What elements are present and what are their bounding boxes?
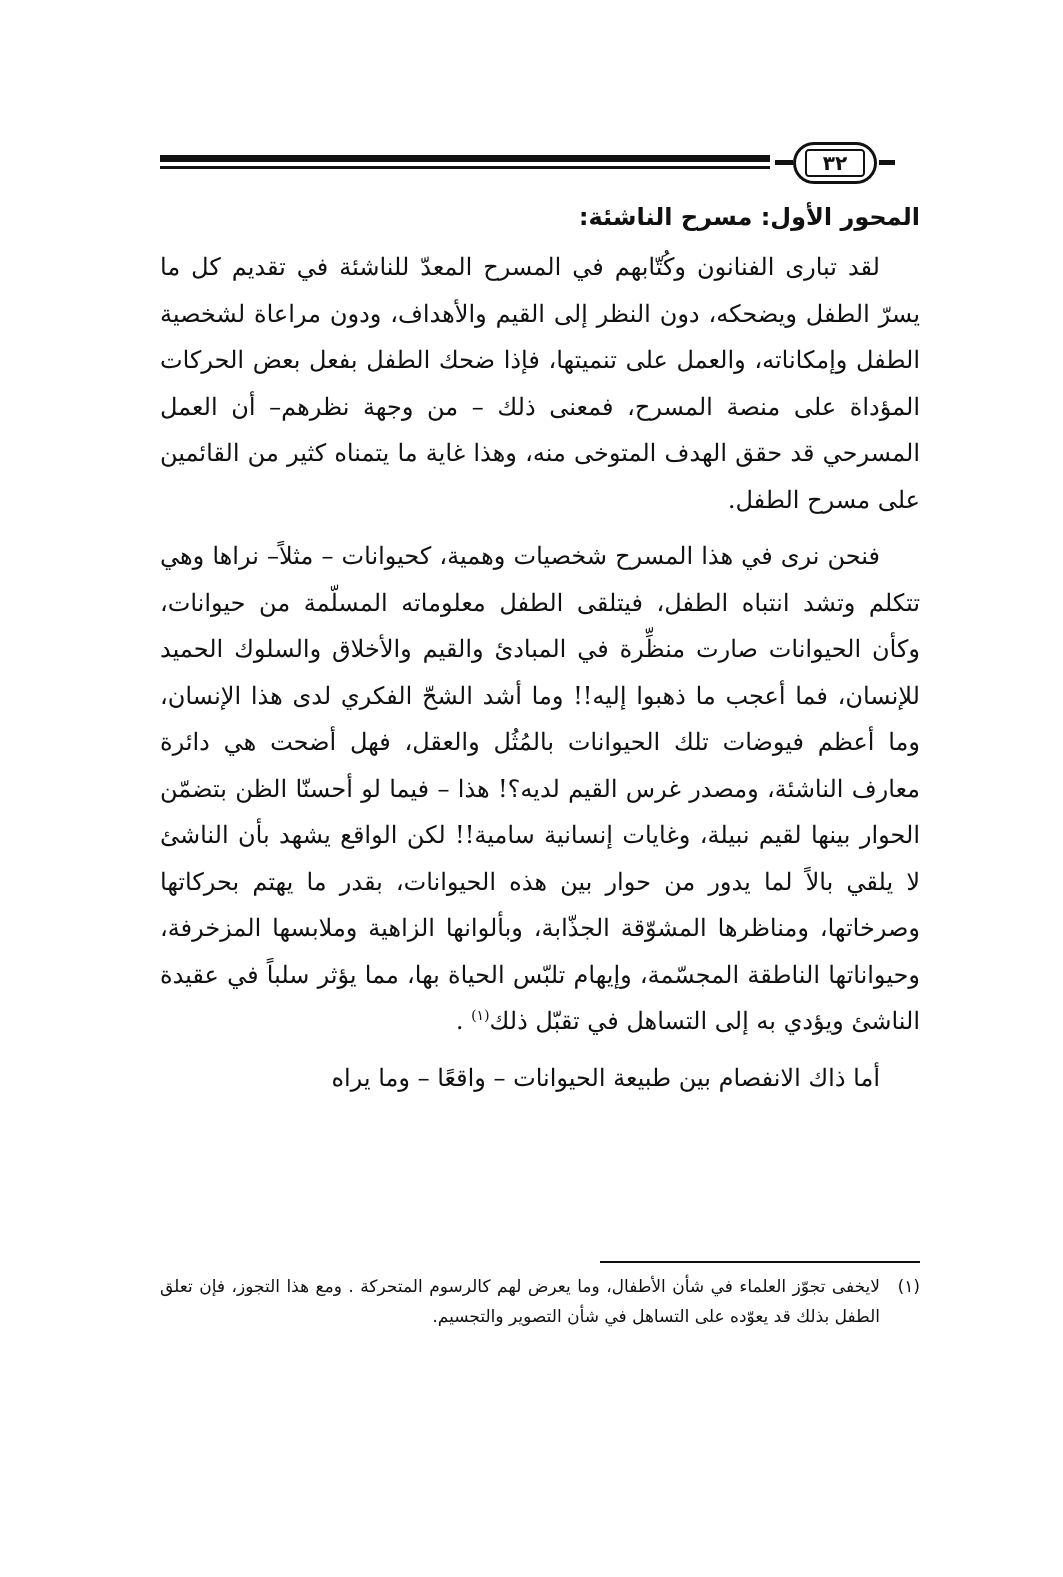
footnote-reference: (١) [471, 1008, 490, 1024]
ornament-tail-right [879, 160, 895, 165]
paragraph-1: لقد تبارى الفنانون وكُتّابهم في المسرح المعدّ للناشئة في تقديم كل ما يسرّ الطفل ويضحكه، دون النظر إلى القيم والأهداف، ودون مراعاة لشخصية الطفل وإمكاناته، والعمل على تنميتها، فإذا ضحك الطفل بفعل بعض الحركات المؤداة على منصة المسرح، فمعنى ذلك – من وجهة نظرهم– أن العمل المسرحي قد حقق الهدف المتوخى منه، وهذا غاية ما يتمناه كثير من القائمين على مسرح الطفل. [160, 253, 920, 514]
paragraph-3: أما ذاك الانفصام بين طبيعة الحيوانات – واقعًا – وما يراه [331, 1063, 880, 1092]
page-number-ornament [775, 140, 895, 188]
footnotes [160, 1272, 920, 1332]
ornament-tail-left [775, 160, 793, 165]
page-body [160, 196, 920, 1111]
page-header [160, 140, 920, 190]
header-rule [160, 155, 770, 173]
footnote-text: لايخفى تجوّز العلماء في شأن الأطفال، وما يعرض لهم كالرسوم المتحركة . ومع هذا التجوز، فإن تعلق الطفل بذلك قد يعوّده على التساهل في شأن التصوير والتجسيم. [160, 1277, 880, 1327]
paragraph-2-text: فنحن نرى في هذا المسرح شخصيات وهمية، كحيوانات – مثلاً– نراها وهي تتكلم وتشد انتباه الطفل، فيتلقى الطفل معلوماته المسلّمة من حيوانات، وكأن الحيوانات صارت منظِّرة في المبادئ والقيم والأخلاق والسلوك الحميد للإنسان، فما أعجب ما ذهبوا إليه!! وما أشد الشحّ الفكري لدى هذا الإنسان، وما أعظم فيوضات تلك الحيوانات بالمُثُل والعقل، فهل أضحت هي دائرة معارف الناشئة، ومصدر غرس القيم لديه؟! هذا – فيما لو أحسنّا الظن بتضمّن الحوار بينها لقيم نبيلة، وغايات إنسانية سامية!! لكن الواقع يشهد بأن الناشئ لا يلقي بالاً لما يدور من حوار بين هذه الحيوانات، بقدر ما يهتم بحركاتها وصرخاتها، ومناظرها المشوّقة الجذّابة، وبألوانها الزاهية وملابسها المزخرفة، وحيواناتها الناطقة المجسّمة، وإيهام تلبّس الحياة بها، مما يؤثر سلباً في عقيدة الناشئ ويؤدي به إلى التساهل في تقبّل ذلك [160, 542, 920, 1035]
footnote-number: (١) [897, 1277, 920, 1297]
header-rule-thick [160, 155, 770, 162]
paragraph-2-tail: . [455, 1007, 472, 1035]
header-rule-thin [160, 166, 770, 169]
page-number: ٣٢ [805, 149, 865, 177]
footnote-separator [600, 1261, 920, 1263]
section-title: المحور الأول: مسرح الناشئة: [578, 203, 920, 231]
footnote-item [160, 1272, 920, 1332]
paragraph-2 [160, 533, 920, 1045]
